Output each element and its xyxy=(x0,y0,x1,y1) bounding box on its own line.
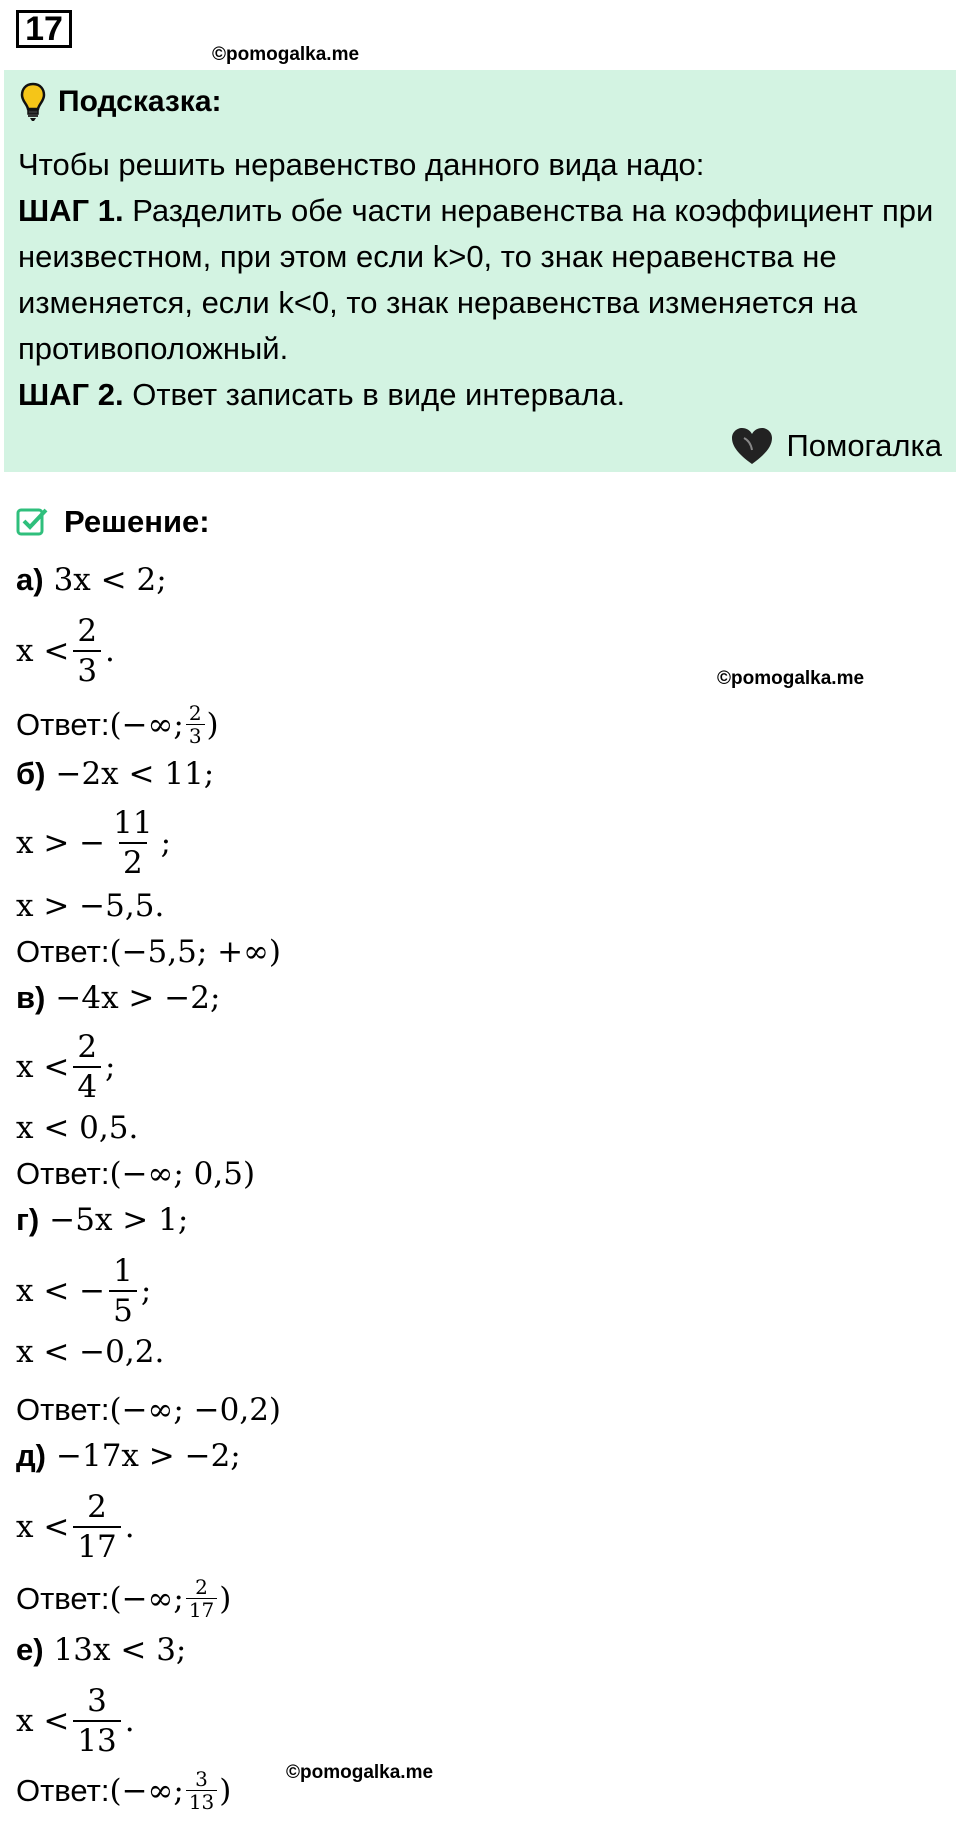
part-v-equation: в) −4x > −2; xyxy=(16,980,221,1016)
part-d-equation: д) −17x > −2; xyxy=(16,1438,241,1474)
part-g-equation: г) −5x > 1; xyxy=(16,1202,189,1238)
part-a-equation: а) 3x < 2; xyxy=(16,562,167,598)
checkbox-check-icon xyxy=(16,506,48,538)
fraction: 2 17 xyxy=(186,1576,217,1621)
fraction: $\frac{3}{13}$ xyxy=(73,1682,120,1760)
part-a-step: x < $\frac{2}{3}$ . xyxy=(16,613,115,689)
hint-step-1 xyxy=(18,188,948,372)
lightbulb-icon xyxy=(20,82,46,122)
solution-header xyxy=(16,500,210,544)
fraction: 3 13 xyxy=(186,1768,217,1813)
hint-title: Подсказка: xyxy=(58,85,222,118)
part-e-step: x < $\frac{3}{13}$ . xyxy=(16,1683,135,1759)
brand-name: Помогалка xyxy=(786,428,942,463)
part-g-answer: Ответ: (−∞; −0,2) xyxy=(16,1392,282,1428)
fraction: $\frac{1}{5}$ xyxy=(109,1252,137,1330)
step-1-text: Разделить обе части неравенства на коэффициент при неизвестном, при этом если k>0, то знак неравенства не изменяется, если k<0, то знак неравенства изменяется на противоположный. xyxy=(18,193,934,366)
part-v-answer: Ответ: (−∞; 0,5) xyxy=(16,1156,256,1192)
fraction: 2 3 xyxy=(186,702,205,747)
part-d-answer: Ответ: (−∞; 2 17 ) xyxy=(16,1575,232,1622)
part-g-step: x < − $\frac{1}{5}$ ; xyxy=(16,1253,152,1329)
hint-step-2 xyxy=(18,372,948,418)
part-b-equation: б) −2x < 11; xyxy=(16,756,215,792)
part-b-answer: Ответ: (−5,5; +∞) xyxy=(16,934,282,970)
watermark: ©pomogalka.me xyxy=(286,1762,434,1783)
fraction: $\frac{2}{4}$ xyxy=(73,1028,101,1106)
part-e-answer: Ответ: (−∞; 3 13 ) xyxy=(16,1767,232,1814)
step-2-label: ШАГ 2. xyxy=(18,377,124,412)
hint-header xyxy=(20,80,222,124)
part-g-decimal: x < −0,2. xyxy=(16,1334,165,1370)
task-number: 17 xyxy=(16,10,72,48)
watermark: ©pomogalka.me xyxy=(717,668,865,689)
heart-icon xyxy=(730,426,774,466)
part-b-step: x > − $\frac{11}{2}$ ; xyxy=(16,805,172,881)
fraction: $\frac{2}{17}$ xyxy=(73,1488,120,1566)
step-1-label: ШАГ 1. xyxy=(18,193,124,228)
part-b-decimal: x > −5,5. xyxy=(16,888,165,924)
brand-logo xyxy=(730,426,942,466)
fraction: $\frac{2}{3}$ xyxy=(73,612,101,690)
solution-title: Решение: xyxy=(64,504,210,539)
part-d-step: x < $\frac{2}{17}$ . xyxy=(16,1489,135,1565)
step-2-text: Ответ записать в виде интервала. xyxy=(123,377,626,412)
watermark: ©pomogalka.me xyxy=(212,44,360,65)
hint-box xyxy=(4,70,956,472)
hint-intro: Чтобы решить неравенство данного вида надо: xyxy=(18,147,705,182)
part-v-decimal: x < 0,5. xyxy=(16,1110,139,1146)
hint-text xyxy=(18,142,948,418)
part-v-step: x < $\frac{2}{4}$ ; xyxy=(16,1029,116,1105)
part-a-answer: Ответ: (−∞; 2 3 ) xyxy=(16,701,219,748)
fraction: $\frac{11}{2}$ xyxy=(113,805,153,881)
part-e-equation: е) 13x < 3; xyxy=(16,1632,187,1668)
